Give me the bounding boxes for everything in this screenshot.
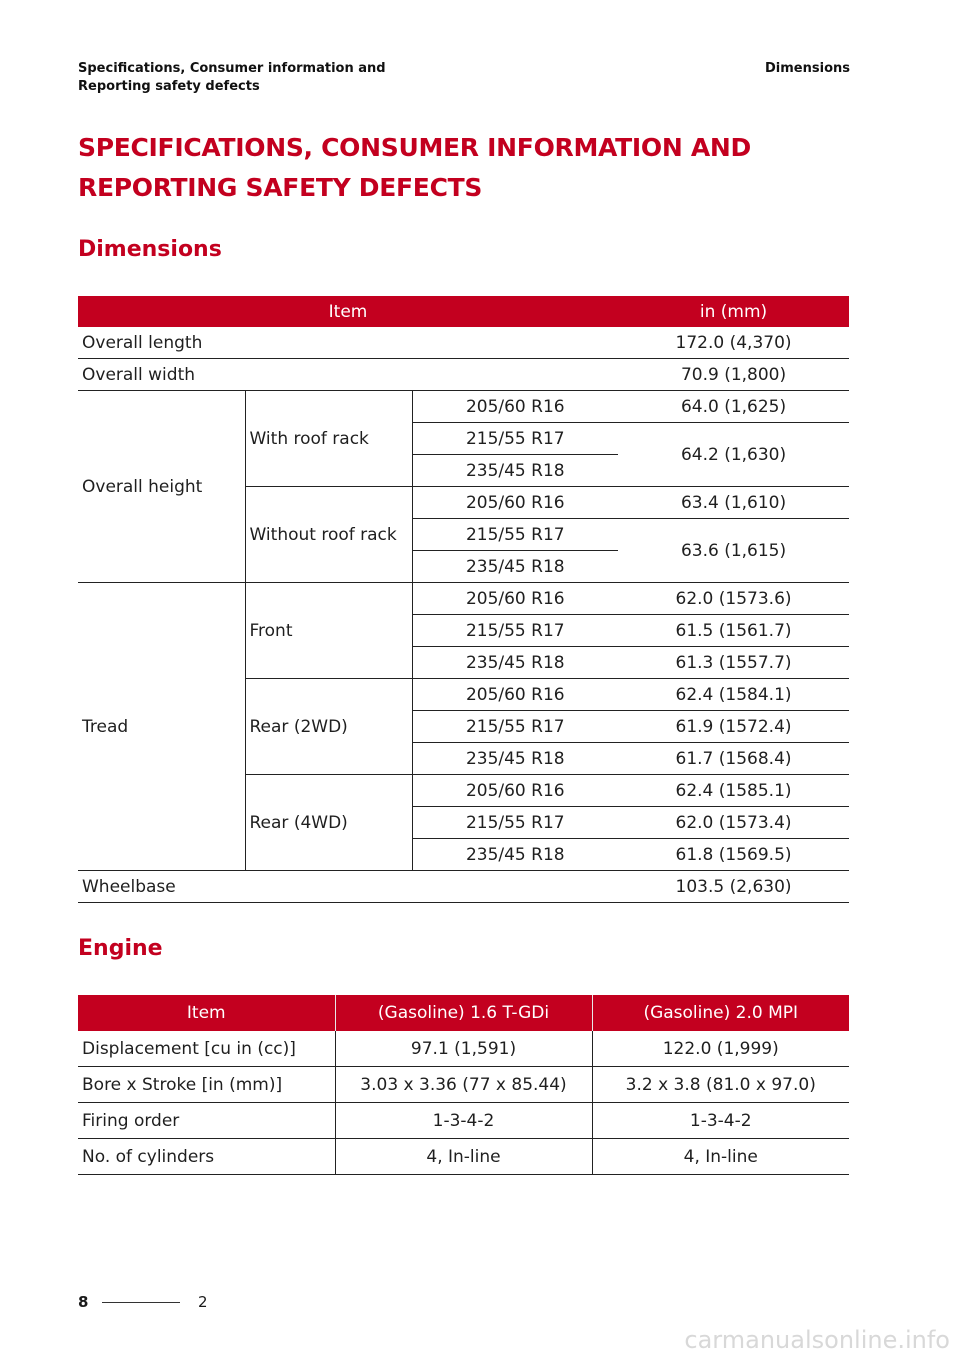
tire-size: 205/60 R16 [412, 775, 618, 807]
tire-size: 235/45 R18 [412, 551, 618, 583]
dimensions-table [78, 296, 849, 903]
table-row [78, 359, 849, 391]
row-value: 64.2 (1,630) [618, 423, 849, 487]
row-value: 62.4 (1584.1) [618, 679, 849, 711]
row-value: 63.6 (1,615) [618, 519, 849, 583]
table-header-row [78, 296, 849, 327]
row-value: 97.1 (1,591) [335, 1031, 592, 1067]
table-row [78, 1139, 849, 1175]
row-value: 1-3-4-2 [335, 1103, 592, 1139]
row-value: 122.0 (1,999) [592, 1031, 849, 1067]
table-row [78, 327, 849, 359]
column-header: (Gasoline) 1.6 T-GDi [335, 995, 592, 1031]
footer-divider [102, 1302, 180, 1303]
running-header [78, 60, 850, 96]
row-label: Firing order [78, 1103, 335, 1139]
row-value: 61.3 (1557.7) [618, 647, 849, 679]
row-subgroup-label: Rear (2WD) [245, 679, 412, 775]
dimensions-title: Dimensions [78, 237, 222, 262]
watermark: carmanualsonline.info [684, 1326, 950, 1354]
table-row [78, 1103, 849, 1139]
row-label: No. of cylinders [78, 1139, 335, 1175]
engine-table [78, 995, 849, 1175]
row-group-label: Overall height [78, 391, 245, 583]
tire-size: 235/45 R18 [412, 455, 618, 487]
tire-size: 215/55 R17 [412, 519, 618, 551]
column-header-value: in (mm) [618, 296, 849, 327]
running-header-chapter: Specifications, Consumer information and Reporting safety defects [78, 61, 386, 94]
running-header-section: Dimensions [765, 61, 850, 76]
table-row [78, 871, 849, 903]
tire-size: 235/45 R18 [412, 647, 618, 679]
row-value: 61.7 (1568.4) [618, 743, 849, 775]
column-header-item: Item [78, 296, 618, 327]
row-subgroup-label: Rear (4WD) [245, 775, 412, 871]
table-row [78, 1031, 849, 1067]
row-value: 61.8 (1569.5) [618, 839, 849, 871]
row-label: Overall length [78, 327, 618, 359]
page-number: 2 [198, 1293, 208, 1311]
row-value: 64.0 (1,625) [618, 391, 849, 423]
tire-size: 235/45 R18 [412, 743, 618, 775]
engine-title: Engine [78, 936, 163, 961]
column-header: Item [78, 995, 335, 1031]
tire-size: 235/45 R18 [412, 839, 618, 871]
page-footer [78, 1292, 208, 1312]
row-subgroup-label: Front [245, 583, 412, 679]
row-value: 4, In-line [592, 1139, 849, 1175]
column-header: (Gasoline) 2.0 MPI [592, 995, 849, 1031]
row-value: 61.9 (1572.4) [618, 711, 849, 743]
tire-size: 215/55 R17 [412, 423, 618, 455]
tire-size: 215/55 R17 [412, 711, 618, 743]
row-label: Overall width [78, 359, 618, 391]
table-row [78, 391, 849, 423]
row-label: Displacement [cu in (cc)] [78, 1031, 335, 1067]
row-value: 63.4 (1,610) [618, 487, 849, 519]
row-value: 61.5 (1561.7) [618, 615, 849, 647]
tire-size: 215/55 R17 [412, 807, 618, 839]
row-value: 70.9 (1,800) [618, 359, 849, 391]
row-value: 172.0 (4,370) [618, 327, 849, 359]
row-subgroup-label: With roof rack [245, 391, 412, 487]
row-value: 62.0 (1573.6) [618, 583, 849, 615]
tire-size: 215/55 R17 [412, 615, 618, 647]
table-row [78, 1067, 849, 1103]
row-label: Bore x Stroke [in (mm)] [78, 1067, 335, 1103]
chapter-title: SPECIFICATIONS, CONSUMER INFORMATION AND REPORTING SAFETY DEFECTS [78, 133, 752, 202]
row-group-label: Tread [78, 583, 245, 871]
tire-size: 205/60 R16 [412, 679, 618, 711]
row-label: Wheelbase [78, 871, 618, 903]
tire-size: 205/60 R16 [412, 391, 618, 423]
row-value: 3.2 x 3.8 (81.0 x 97.0) [592, 1067, 849, 1103]
row-subgroup-label: Without roof rack [245, 487, 412, 583]
row-value: 103.5 (2,630) [618, 871, 849, 903]
row-value: 4, In-line [335, 1139, 592, 1175]
row-value: 1-3-4-2 [592, 1103, 849, 1139]
tire-size: 205/60 R16 [412, 487, 618, 519]
table-row [78, 583, 849, 615]
tire-size: 205/60 R16 [412, 583, 618, 615]
row-value: 62.0 (1573.4) [618, 807, 849, 839]
row-value: 62.4 (1585.1) [618, 775, 849, 807]
table-header-row [78, 995, 849, 1031]
row-value: 3.03 x 3.36 (77 x 85.44) [335, 1067, 592, 1103]
chapter-number: 8 [78, 1293, 89, 1311]
